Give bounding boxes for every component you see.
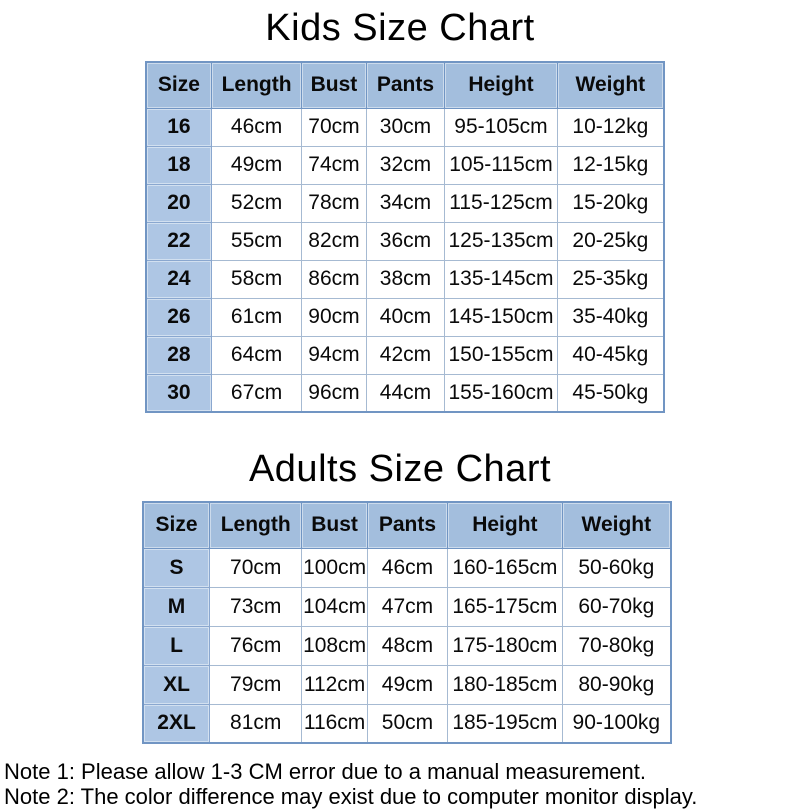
table-cell: 73cm — [210, 587, 302, 626]
column-header-weight: Weight — [557, 62, 664, 108]
table-row — [146, 108, 664, 146]
row-header-cell: 22 — [146, 222, 211, 260]
table-cell: 35-40kg — [557, 298, 664, 336]
column-header-length: Length — [210, 502, 302, 548]
row-header-cell: 18 — [146, 146, 211, 184]
table-cell: 94cm — [302, 336, 366, 374]
table-cell: 50cm — [367, 704, 447, 743]
table-cell: 185-195cm — [448, 704, 563, 743]
table-cell: 90-100kg — [562, 704, 671, 743]
table-cell: 70-80kg — [562, 626, 671, 665]
table-cell: 42cm — [366, 336, 445, 374]
table-cell: 67cm — [211, 374, 301, 412]
table-cell: 44cm — [366, 374, 445, 412]
table-cell: 90cm — [302, 298, 366, 336]
table-cell: 10-12kg — [557, 108, 664, 146]
table-row — [146, 374, 664, 412]
table-row — [143, 548, 671, 587]
table-cell: 70cm — [302, 108, 366, 146]
note-1: Note 1: Please allow 1-3 CM error due to a manual measurement. — [4, 759, 646, 784]
table-cell: 135-145cm — [445, 260, 557, 298]
table-cell: 96cm — [302, 374, 366, 412]
kids-chart-title: Kids Size Chart — [265, 7, 535, 49]
table-cell: 79cm — [210, 665, 302, 704]
table-cell: 165-175cm — [448, 587, 563, 626]
column-header-size: Size — [143, 502, 210, 548]
table-cell: 55cm — [211, 222, 301, 260]
table-cell: 150-155cm — [445, 336, 557, 374]
table-row — [143, 626, 671, 665]
table-cell: 30cm — [366, 108, 445, 146]
table-cell: 155-160cm — [445, 374, 557, 412]
table-cell: 82cm — [302, 222, 366, 260]
table-cell: 25-35kg — [557, 260, 664, 298]
table-row — [146, 260, 664, 298]
table-cell: 86cm — [302, 260, 366, 298]
table-cell: 12-15kg — [557, 146, 664, 184]
table-row — [146, 184, 664, 222]
row-header-cell: M — [143, 587, 210, 626]
table-row — [143, 587, 671, 626]
table-cell: 47cm — [367, 587, 447, 626]
table-row — [146, 222, 664, 260]
kids-size-table — [145, 61, 665, 413]
table-row — [143, 665, 671, 704]
table-cell: 160-165cm — [448, 548, 563, 587]
row-header-cell: 26 — [146, 298, 211, 336]
table-cell: 40cm — [366, 298, 445, 336]
table-cell: 70cm — [210, 548, 302, 587]
adults-size-table — [142, 501, 672, 744]
table-cell: 115-125cm — [445, 184, 557, 222]
table-cell: 46cm — [211, 108, 301, 146]
table-cell: 20-25kg — [557, 222, 664, 260]
table-cell: 74cm — [302, 146, 366, 184]
table-cell: 48cm — [367, 626, 447, 665]
table-cell: 116cm — [302, 704, 368, 743]
table-cell: 15-20kg — [557, 184, 664, 222]
table-cell: 49cm — [367, 665, 447, 704]
header-row — [143, 502, 671, 548]
notes-section — [4, 759, 800, 809]
column-header-height: Height — [448, 502, 563, 548]
table-cell: 105-115cm — [445, 146, 557, 184]
table-cell: 49cm — [211, 146, 301, 184]
table-cell: 40-45kg — [557, 336, 664, 374]
row-header-cell: XL — [143, 665, 210, 704]
column-header-size: Size — [146, 62, 211, 108]
table-cell: 76cm — [210, 626, 302, 665]
column-header-length: Length — [211, 62, 301, 108]
table-cell: 36cm — [366, 222, 445, 260]
table-cell: 100cm — [302, 548, 368, 587]
table-cell: 125-135cm — [445, 222, 557, 260]
table-cell: 108cm — [302, 626, 368, 665]
column-header-height: Height — [445, 62, 557, 108]
table-row — [146, 298, 664, 336]
table-cell: 80-90kg — [562, 665, 671, 704]
table-row — [146, 146, 664, 184]
table-cell: 46cm — [367, 548, 447, 587]
table-cell: 180-185cm — [448, 665, 563, 704]
note-2: Note 2: The color difference may exist due to computer monitor display. — [4, 784, 698, 809]
row-header-cell: 28 — [146, 336, 211, 374]
header-row — [146, 62, 664, 108]
table-cell: 78cm — [302, 184, 366, 222]
table-cell: 52cm — [211, 184, 301, 222]
table-cell: 45-50kg — [557, 374, 664, 412]
row-header-cell: L — [143, 626, 210, 665]
table-cell: 112cm — [302, 665, 368, 704]
table-cell: 81cm — [210, 704, 302, 743]
adults-chart-title: Adults Size Chart — [248, 448, 552, 490]
table-cell: 60-70kg — [562, 587, 671, 626]
row-header-cell: 24 — [146, 260, 211, 298]
row-header-cell: S — [143, 548, 210, 587]
row-header-cell: 30 — [146, 374, 211, 412]
table-cell: 61cm — [211, 298, 301, 336]
table-row — [143, 704, 671, 743]
row-header-cell: 20 — [146, 184, 211, 222]
table-cell: 32cm — [366, 146, 445, 184]
column-header-pants: Pants — [366, 62, 445, 108]
table-cell: 175-180cm — [448, 626, 563, 665]
table-cell: 58cm — [211, 260, 301, 298]
row-header-cell: 16 — [146, 108, 211, 146]
table-cell: 50-60kg — [562, 548, 671, 587]
row-header-cell: 2XL — [143, 704, 210, 743]
table-cell: 95-105cm — [445, 108, 557, 146]
table-cell: 64cm — [211, 336, 301, 374]
table-row — [146, 336, 664, 374]
table-cell: 104cm — [302, 587, 368, 626]
column-header-pants: Pants — [367, 502, 447, 548]
table-cell: 145-150cm — [445, 298, 557, 336]
table-cell: 38cm — [366, 260, 445, 298]
column-header-weight: Weight — [562, 502, 671, 548]
table-cell: 34cm — [366, 184, 445, 222]
column-header-bust: Bust — [302, 502, 368, 548]
column-header-bust: Bust — [302, 62, 366, 108]
